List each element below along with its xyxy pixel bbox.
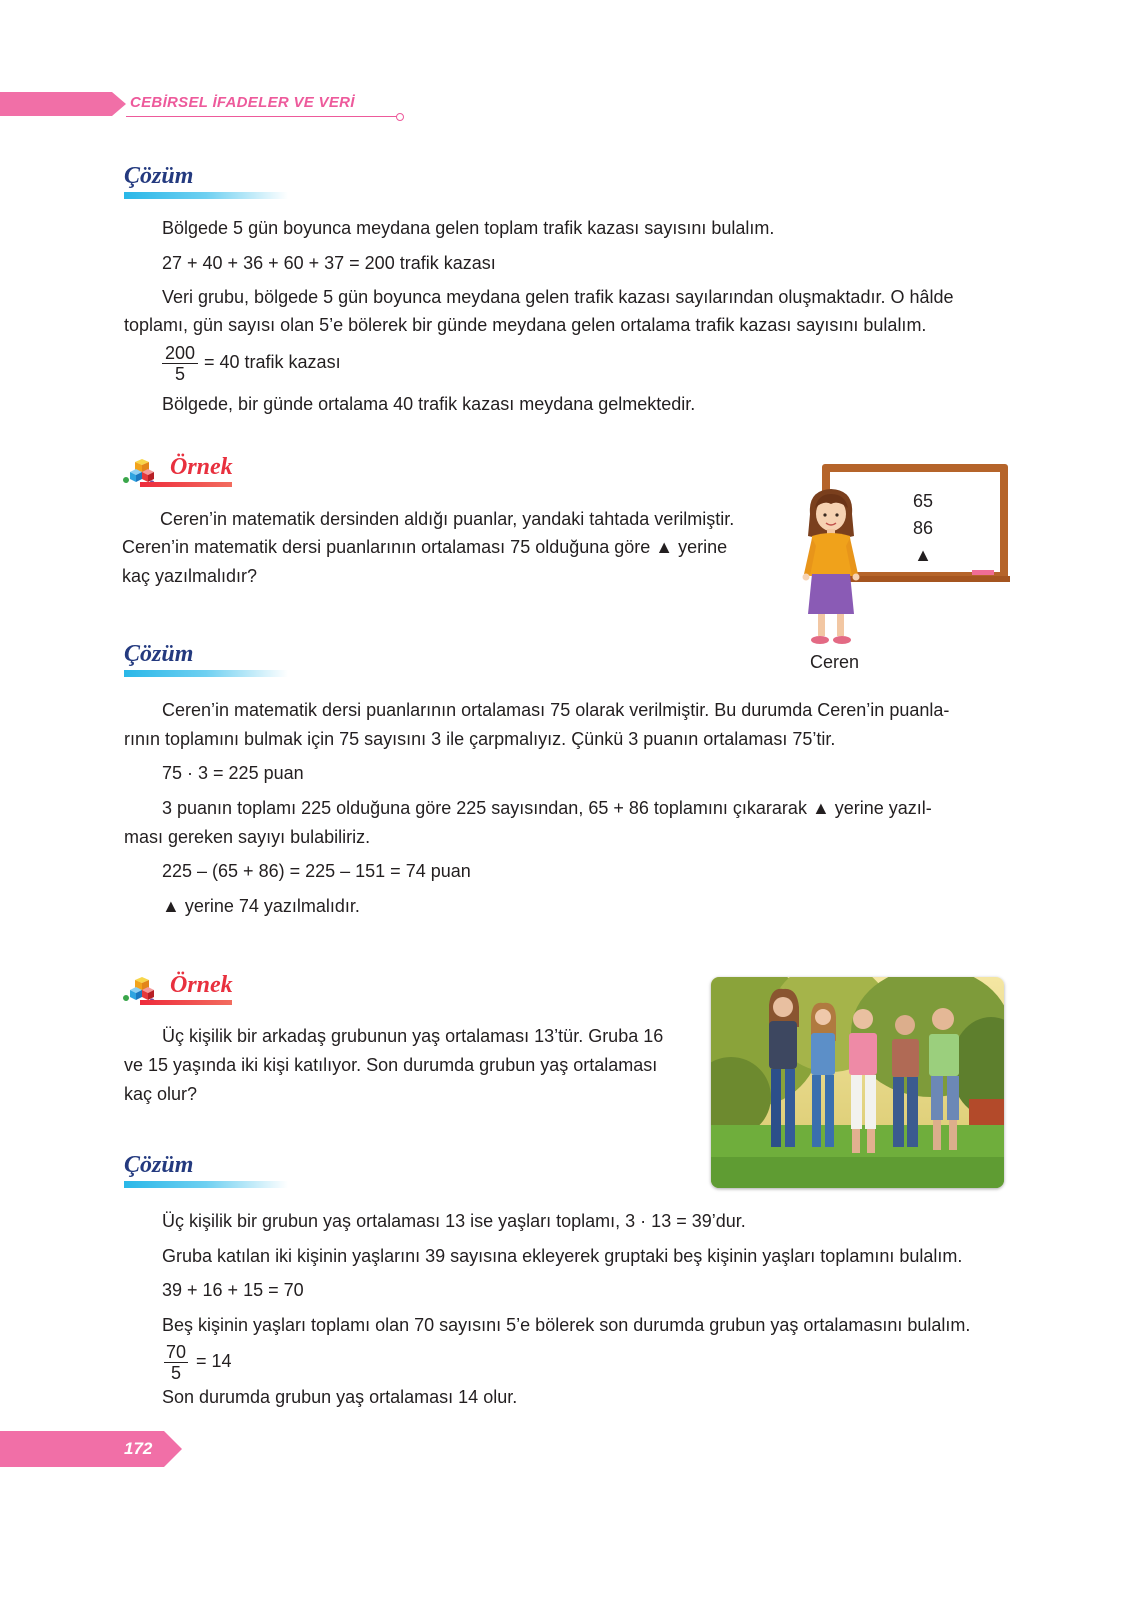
header-rule (126, 116, 398, 117)
paragraph: kaç yazılmalıdır? (122, 566, 258, 586)
equation: = 40 trafik kazası (204, 352, 341, 372)
chapter-title: CEBİRSEL İFADELER VE VERİ (130, 94, 355, 111)
paragraph: Gruba katılan iki kişinin yaşlarını 39 sayısına ekleyerek gruptaki beş kişinin yaşları toplamını bulalım. (162, 1246, 963, 1266)
equation: 39 + 16 + 15 = 70 (162, 1280, 304, 1300)
board-score: 65 (912, 491, 934, 511)
paragraph: kaç olur? (124, 1084, 198, 1104)
solution-heading: Çözüm (124, 641, 194, 667)
paragraph: Veri grubu, bölgede 5 gün boyunca meydana gelen trafik kazası sayılarından oluşmaktadır. O hâlde (162, 287, 954, 307)
paragraph: ▲ yerine 74 yazılmalıdır. (162, 896, 360, 916)
footer-band (0, 1431, 182, 1467)
paragraph: Bölgede, bir günde ortalama 40 trafik kazası meydana gelmektedir. (162, 394, 696, 414)
paragraph: Ceren’in matematik dersi puanlarının ortalaması 75 olduğuna göre ▲ yerine (122, 537, 728, 557)
fraction-denominator: 5 (164, 1362, 188, 1383)
paragraph: ması gereken sayıyı bulabiliriz. (124, 827, 371, 847)
solution-heading: Çözüm (124, 163, 194, 189)
ceren-illustration (798, 484, 864, 648)
example-heading-bar (140, 1000, 232, 1005)
fraction-numerator: 200 (164, 343, 196, 363)
paragraph: Beş kişinin yaşları toplamı olan 70 sayısını 5’e bölerek son durumda grubun yaş ortalamasını bulalım. (162, 1315, 971, 1335)
equation: 75 · 3 = 225 puan (162, 763, 304, 783)
example-heading-bar (140, 482, 232, 487)
paragraph: 3 puanın toplamı 225 olduğuna göre 225 sayısından, 65 + 86 toplamını çıkararak ▲ yerine yazıl- (162, 798, 932, 818)
solution-heading-bar (124, 1181, 288, 1188)
header-band (0, 92, 126, 116)
board-score: 86 (912, 518, 934, 538)
paragraph: rının toplamını bulmak için 75 sayısını 3 ile çarpmalıyız. Çünkü 3 puanın ortalaması 75’tir. (124, 729, 836, 749)
solution-heading-bar (124, 670, 288, 677)
illustration-caption: Ceren (810, 652, 860, 672)
paragraph: toplamı, gün sayısı olan 5’e bölerek bir günde meydana gelen ortalama trafik kazası sayısını bulalım. (124, 315, 927, 335)
paragraph: ve 15 yaşında iki kişi katılıyor. Son durumda grubun yaş ortalaması (124, 1055, 658, 1075)
paragraph: Bölgede 5 gün boyunca meydana gelen toplam trafik kazası sayısını bulalım. (162, 218, 775, 238)
fraction-numerator: 70 (165, 1342, 187, 1362)
paragraph: Ceren’in matematik dersinden aldığı puanlar, yandaki tahtada verilmiştir. (160, 509, 735, 529)
fraction (164, 1342, 188, 1383)
paragraph: Ceren’in matematik dersi puanlarının ortalaması 75 olarak verilmiştir. Bu durumda Ceren’in puanla- (162, 700, 950, 720)
paragraph: Üç kişilik bir grubun yaş ortalaması 13 ise yaşları toplamı, 3 · 13 = 39’dur. (162, 1211, 746, 1231)
equation: 27 + 40 + 36 + 60 + 37 = 200 trafik kazası (162, 253, 496, 273)
paragraph: Üç kişilik bir arkadaş grubunun yaş ortalaması 13’tür. Gruba 16 (162, 1026, 664, 1046)
solution-heading: Çözüm (124, 1152, 194, 1178)
board-unknown-triangle: ▲ (914, 545, 932, 565)
paragraph: Son durumda grubun yaş ortalaması 14 olur. (162, 1387, 518, 1407)
solution-heading-bar (124, 192, 288, 199)
equation: = 14 (196, 1351, 232, 1371)
example-heading: Örnek (170, 454, 233, 480)
friends-group-photo (711, 977, 1004, 1188)
example-heading: Örnek (170, 972, 233, 998)
page-number: 172 (124, 1439, 153, 1458)
fraction (162, 343, 198, 384)
fraction-denominator: 5 (162, 363, 198, 384)
chalk (972, 570, 994, 575)
header-rule-end-dot (396, 113, 404, 121)
equation: 225 – (65 + 86) = 225 – 151 = 74 puan (162, 861, 471, 881)
